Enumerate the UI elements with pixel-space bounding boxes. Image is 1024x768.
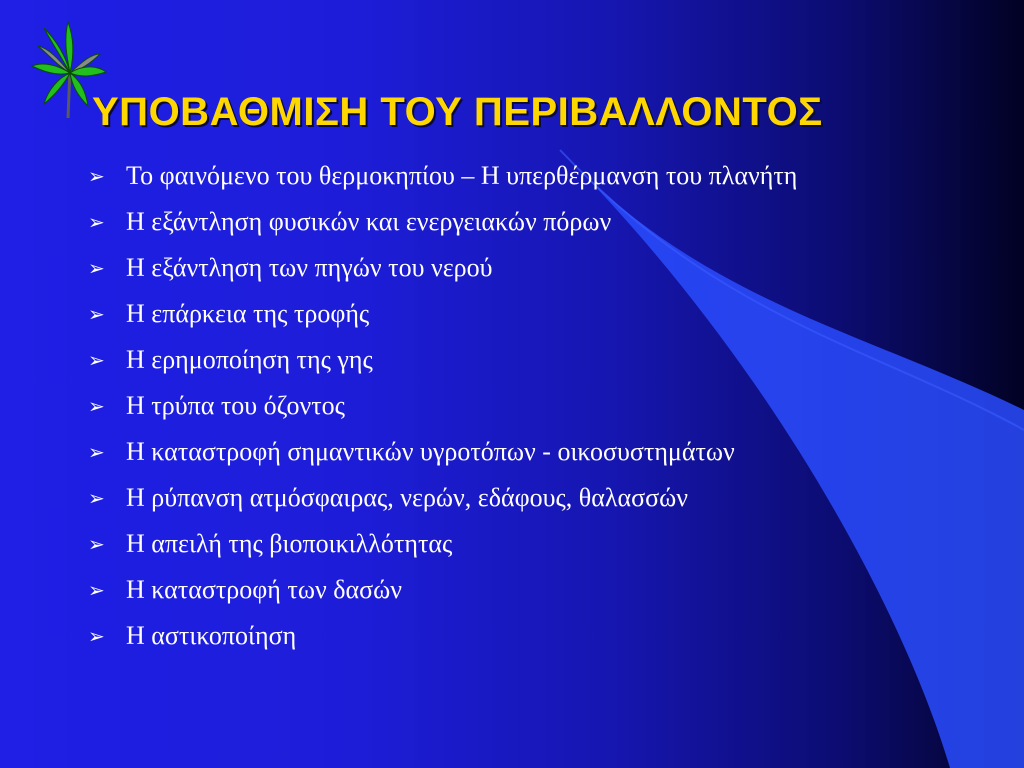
bullet-arrow-icon: ➢ bbox=[88, 164, 105, 188]
bullet-item bbox=[84, 572, 924, 608]
bullet-item bbox=[84, 158, 924, 194]
bullet-arrow-icon: ➢ bbox=[88, 578, 105, 602]
bullet-arrow-icon: ➢ bbox=[88, 256, 105, 280]
bullet-text: Η καταστροφή σημαντικών υγροτόπων - οικοσυστημάτων bbox=[126, 437, 735, 466]
bullet-arrow-icon: ➢ bbox=[88, 486, 105, 510]
bullet-text: Η ρύπανση ατμόσφαιρας, νερών, εδάφους, θαλασσών bbox=[126, 483, 688, 512]
bullet-arrow-icon: ➢ bbox=[88, 302, 105, 326]
bullet-arrow-icon: ➢ bbox=[88, 210, 105, 234]
bullet-text: Το φαινόμενο του θερμοκηπίου – Η υπερθέρμανση του πλανήτη bbox=[126, 161, 798, 190]
slide-title: ΥΠΟΒΑΘΜΙΣΗ ΤΟΥ ΠΕΡΙΒΑΛΛΟΝΤΟΣ bbox=[92, 90, 823, 134]
bullet-item bbox=[84, 526, 924, 562]
bullet-arrow-icon: ➢ bbox=[88, 624, 105, 648]
bullet-item bbox=[84, 250, 924, 286]
bullet-item bbox=[84, 296, 924, 332]
bullet-text: Η επάρκεια της τροφής bbox=[126, 299, 370, 328]
bullet-item bbox=[84, 618, 924, 654]
bullet-text: Η απειλή της βιοποικιλλότητας bbox=[126, 529, 453, 558]
bullet-arrow-icon: ➢ bbox=[88, 440, 105, 464]
bullet-text: Η αστικοποίηση bbox=[126, 621, 297, 650]
bullet-item bbox=[84, 434, 924, 470]
bullet-text: Η τρύπα του όζοντος bbox=[126, 391, 345, 420]
bullet-arrow-icon: ➢ bbox=[88, 348, 105, 372]
bullet-text: Η καταστροφή των δασών bbox=[126, 575, 402, 604]
bullet-item bbox=[84, 204, 924, 240]
bullet-item bbox=[84, 342, 924, 378]
bullet-text: Η εξάντληση φυσικών και ενεργειακών πόρων bbox=[126, 207, 612, 236]
bullet-arrow-icon: ➢ bbox=[88, 394, 105, 418]
bullet-item bbox=[84, 480, 924, 516]
bullet-text: Η εξάντληση των πηγών του νερού bbox=[126, 253, 493, 282]
bullet-list bbox=[84, 158, 924, 664]
bullet-arrow-icon: ➢ bbox=[88, 532, 105, 556]
bullet-item bbox=[84, 388, 924, 424]
bullet-text: Η ερημοποίηση της γης bbox=[126, 345, 373, 374]
